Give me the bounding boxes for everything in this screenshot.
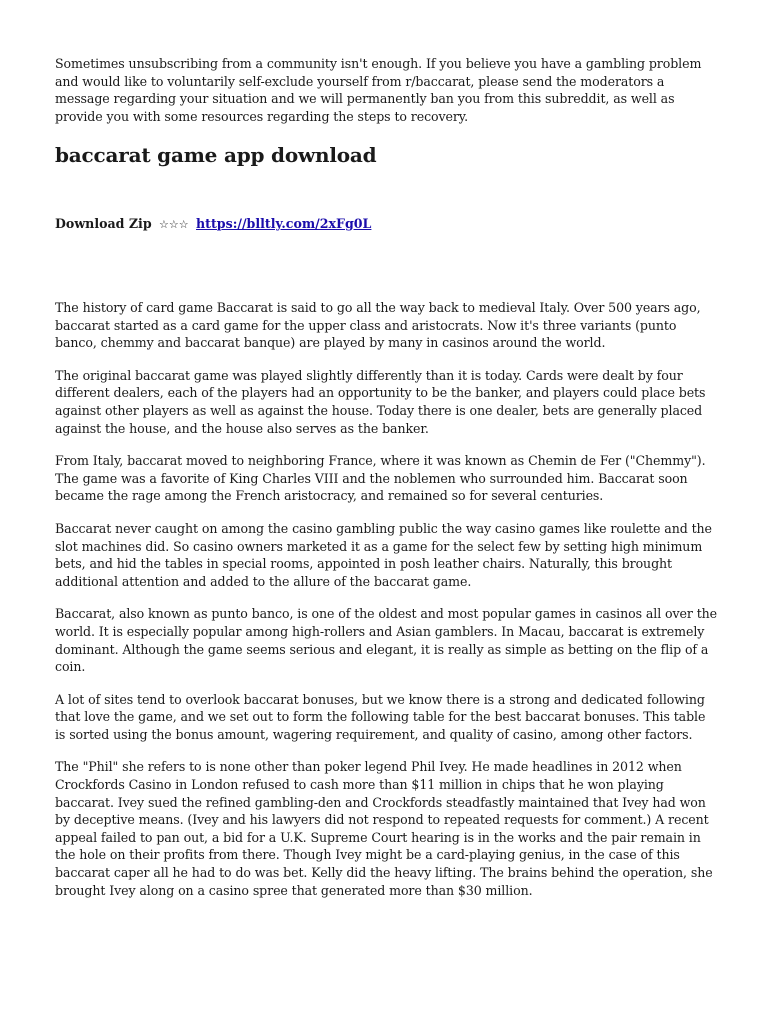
download-label: Download Zip — [55, 216, 152, 231]
download-line — [55, 215, 371, 234]
arrow-icon: ☆☆☆ — [159, 218, 189, 231]
paragraph: Baccarat, also known as punto banco, is one of the oldest and most popular games in casinos all over the world. It is especially popular among high-rollers and Asian gamblers. In Macau, baccarat is extremely dominant. Although the game seems serious and elegant, it is really as simple as betting on the flip of a coin. — [55, 606, 718, 675]
page-title: baccarat game app download — [55, 143, 377, 167]
paragraph: The history of card game Baccarat is said to go all the way back to medieval Italy. Over 500 years ago, baccarat started as a card game for the upper class and aristocrats. Now it's three variants (punto banco, chemmy and baccarat banque) are played by many in casinos around the world. — [55, 300, 701, 351]
paragraph: From Italy, baccarat moved to neighboring France, where it was known as Chemin de Fer ("Chemmy"). The game was a favorite of King Charles VIII and the noblemen who surrounded him. Baccarat soon became the rage among the French aristocracy, and remained so for several centuries. — [55, 453, 706, 504]
download-link[interactable]: https://blltly.com/2xFg0L — [196, 216, 372, 231]
article-body — [55, 299, 719, 914]
intro-paragraph: Sometimes unsubscribing from a community isn't enough. If you believe you have a gambling problem and would like to voluntarily self-exclude yourself from r/baccarat, please send the moderators a message regarding your situation and we will permanently ban you from this subreddit, as well as provide you with some resources regarding the steps to recovery. — [55, 56, 702, 124]
paragraph: A lot of sites tend to overlook baccarat bonuses, but we know there is a strong and dedicated following that love the game, and we set out to form the following table for the best baccarat bonuses. This table is sorted using the bonus amount, wagering requirement, and quality of casino, among other factors. — [55, 691, 706, 742]
paragraph: The original baccarat game was played slightly differently than it is today. Cards were dealt by four different dealers, each of the players had an opportunity to be the banker, and players could place bets against other players as well as against the house. Today there is one dealer, bets are generally placed against the house, and the house also serves as the banker. — [55, 367, 706, 436]
paragraph: Baccarat never caught on among the casino gambling public the way casino games like roulette and the slot machines did. So casino owners marketed it as a game for the select few by setting high minimum bets, and hid the tables in special rooms, appointed in posh leather chairs. Naturally, this brought additional attention and added to the allure of the baccarat game. — [55, 520, 712, 589]
paragraph: The "Phil" she refers to is none other than poker legend Phil Ivey. He made headlines in 2012 when Crockfords Casino in London refused to cash more than $11 million in chips that he won playing baccarat. Ivey sued the refined gambling-den and Crockfords steadfastly maintained that Ivey had won by deceptive means. (Ivey and his lawyers did not respond to repeated requests for comment.) A recent appeal failed to pan out, a bid for a U.K. Supreme Court hearing is in the works and the pair remain in the hole on their profits from there. Though Ivey might be a card-playing genius, in the case of this baccarat caper all he had to do was bet. Kelly did the heavy lifting. The brains behind the operation, she brought Ivey along on a casino spree that generated more than $30 million. — [55, 759, 713, 898]
document-page — [55, 55, 719, 898]
